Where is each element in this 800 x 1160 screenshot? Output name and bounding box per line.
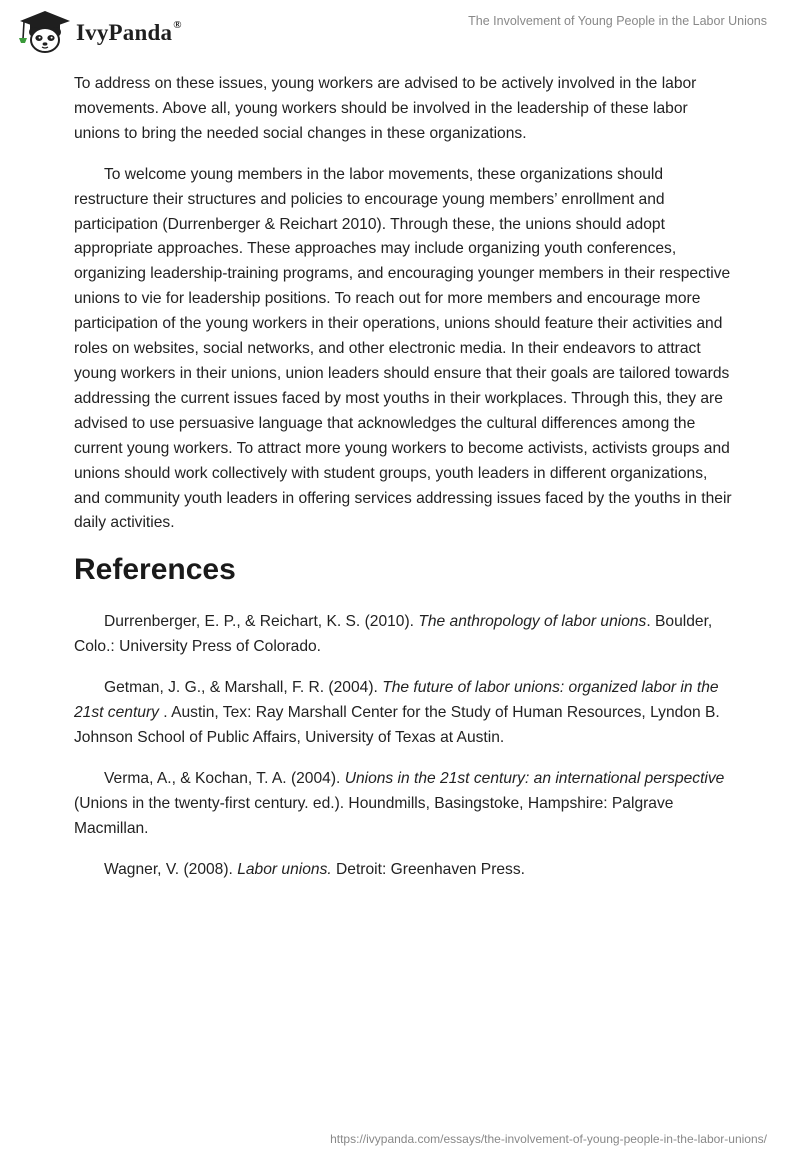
references-heading: References — [74, 553, 236, 587]
brand-name: IvyPanda — [76, 20, 173, 45]
reference-item — [74, 610, 734, 660]
reference-item — [74, 676, 734, 751]
panda-graduate-icon — [14, 8, 72, 54]
reference-title: The anthropology of labor unions — [418, 613, 647, 631]
reference-authors: Getman, J. G., & Marshall, F. R. (2004). — [104, 679, 383, 697]
body-paragraph: To welcome young members in the labor movements, these organizations should restructure their structures and policies to encourage young members’ enrollment and participation (Durrenberger & Reichart 2010). Through these, the unions should adopt appropriate approaches. These approaches may include organizing youth conferences, organizing leadership-training programs, and encouraging younger members in their respective unions to vie for leadership positions. To reach out for more members and encourage more participation of the young workers in their operations, unions should feature their activities and roles on websites, social networks, and other electronic media. In their endeavors to attract young workers in their unions, union leaders should ensure that their goals are tailored towards addressing the current issues faced by most youths in their workplaces. Through this, they are advised to use persuasive language that acknowledges the cultural differences among the current young workers. To attract more young workers to become activists, activists groups and unions should work collectively with student groups, youth leaders in different organizations, and community youth leaders in offering services addressing issues faced by the youths in their daily activities. — [74, 165, 732, 532]
reference-publisher: . Austin, Tex: Ray Marshall Center for the Study of Human Resources, Lyndon B. Johnson School of Public Affairs, University of Texas at Austin. — [74, 704, 720, 746]
reference-title: Labor unions. — [237, 860, 332, 878]
reference-authors: Verma, A., & Kochan, T. A. (2004). — [104, 769, 345, 787]
source-url[interactable]: https://ivypanda.com/essays/the-involvement-of-young-people-in-the-labor-unions/ — [330, 1132, 767, 1146]
registered-mark: ® — [173, 19, 182, 31]
running-title: The Involvement of Young People in the Labor Unions — [468, 14, 767, 28]
reference-publisher: . Boulder, Colo.: University Press of Colorado. — [74, 613, 713, 656]
essay-content — [74, 72, 734, 898]
reference-authors: Wagner, V. (2008). — [104, 860, 238, 878]
reference-publisher: (Unions in the twenty-first century. ed.). Houndmills, Basingstoke, Hampshire: Palgrave Macmillan. — [74, 794, 674, 837]
reference-authors: Durrenberger, E. P., & Reichart, K. S. (2010). — [104, 613, 419, 631]
page-header — [0, 0, 800, 70]
reference-title: The future of labor unions: organized labor in the 21st century — [74, 679, 719, 722]
reference-title: Unions in the 21st century: an international perspective — [344, 769, 725, 787]
reference-item — [74, 767, 734, 842]
reference-item — [74, 858, 734, 883]
ivypanda-logo[interactable] — [14, 8, 181, 54]
reference-publisher: Detroit: Greenhaven Press. — [331, 860, 525, 878]
body-paragraph: To address on these issues, young workers are advised to be actively involved in the labor movements. Above all, young workers should be involved in the leadership of these labor unions to bring the needed social changes in these organizations. — [74, 75, 697, 142]
